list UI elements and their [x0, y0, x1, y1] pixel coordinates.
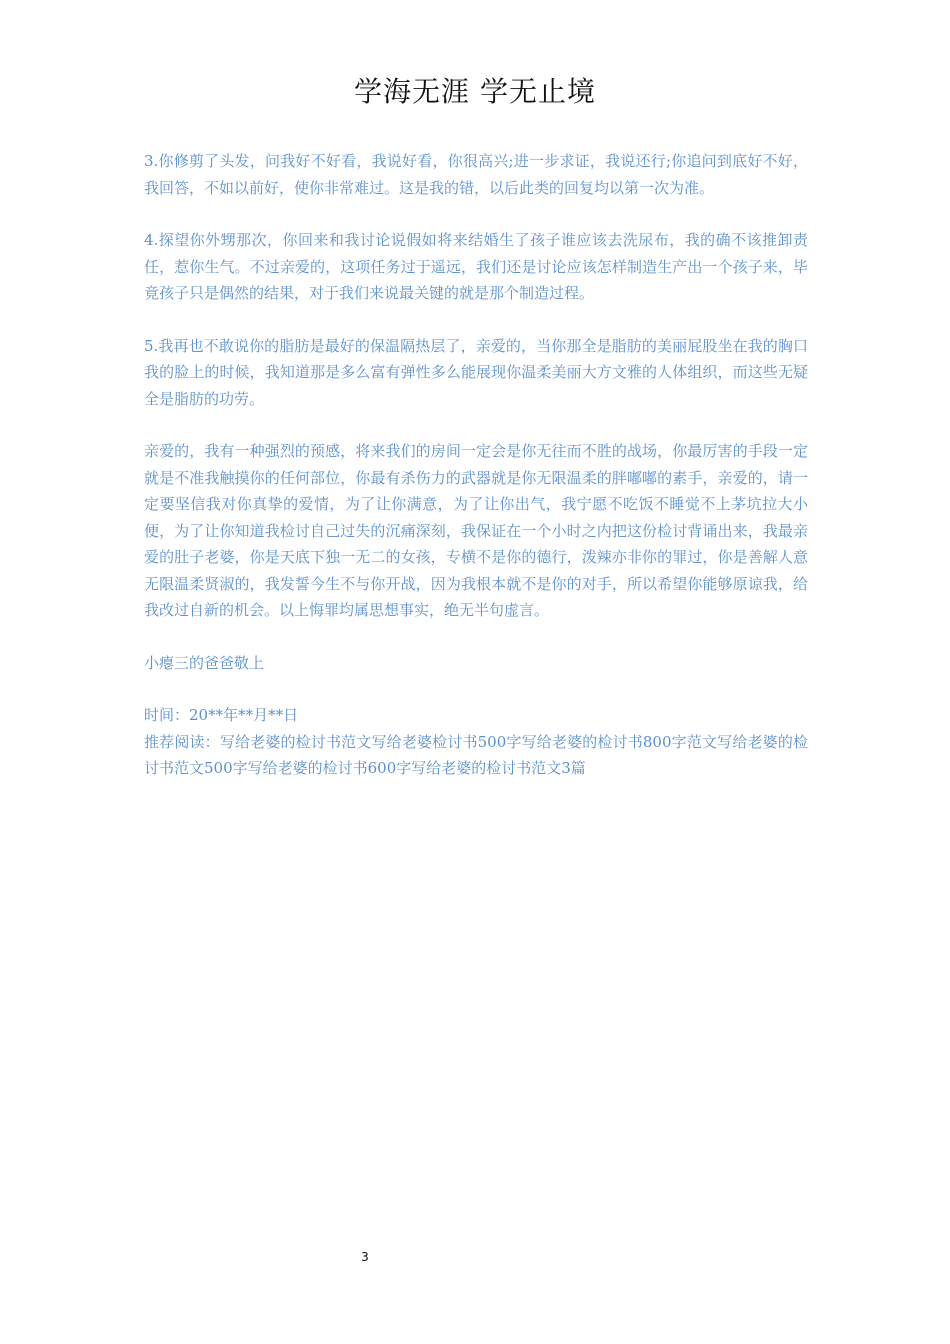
page-number: 3 — [361, 1250, 369, 1264]
date-line: 时间：20**年**月**日 — [144, 706, 299, 724]
paragraph-item-5: 5.我再也不敢说你的脂肪是最好的保温隔热层了，亲爱的，当你那全是脂肪的美丽屁股坐在我的胸口我的脸上的时候，我知道那是多么富有弹性多么能展现你温柔美丽大方文雅的人体组织，而这些无疑全是脂肪的功劳。 — [144, 336, 808, 408]
signature-line: 小瘪三的爸爸敬上 — [144, 653, 265, 672]
paragraph-item-4: 4.探望你外甥那次，你回来和我讨论说假如将来结婚生了孩子谁应该去洗尿布，我的确不该推卸责任，惹你生气。不过亲爱的，这项任务过于遥远，我们还是讨论应该怎样制造生产出一个孩子来，毕竟孩子只是偶然的结果，对于我们来说最关键的就是那个制造过程。 — [144, 231, 808, 302]
recommended-reading: 推荐阅读：写给老婆的检讨书范文写给老婆检讨书500字写给老婆的检讨书800字范文写给老婆的检讨书范文500字写给老婆的检讨书600字写给老婆的检讨书范文3篇 — [144, 732, 808, 777]
closing-paragraph: 亲爱的，我有一种强烈的预感，将来我们的房间一定会是你无往而不胜的战场，你最厉害的手段一定就是不准我触摸你的任何部位，你最有杀伤力的武器就是你无限温柔的胖嘟嘟的素手，亲爱的，请一定要坚信我对你真挚的爱情，为了让你满意，为了让你出气，我宁愿不吃饭不睡觉不上茅坑拉大小便，为了让你知道我检讨自己过失的沉痛深刻，我保证在一个小时之内把这份检讨背诵出来，我最亲爱的肚子老婆，你是天底下独一无二的女孩，专横不是你的德行，泼辣亦非你的罪过，你是善解人意无限温柔贤淑的，我发誓今生不与你开战，因为我根本就不是你的对手，所以希望你能够原谅我，给我改过自新的机会。以上悔罪均属思想事实，绝无半句虚言。 — [144, 442, 808, 619]
paragraph-item-3: 3.你修剪了头发，问我好不好看，我说好看，你很高兴;进一步求证，我说还行;你追问到底好不好，我回答，不如以前好，使你非常难过。这是我的错，以后此类的回复均以第一次为准。 — [144, 152, 808, 197]
page-header-title: 学海无涯 学无止境 — [354, 75, 596, 108]
document-body — [144, 148, 808, 782]
